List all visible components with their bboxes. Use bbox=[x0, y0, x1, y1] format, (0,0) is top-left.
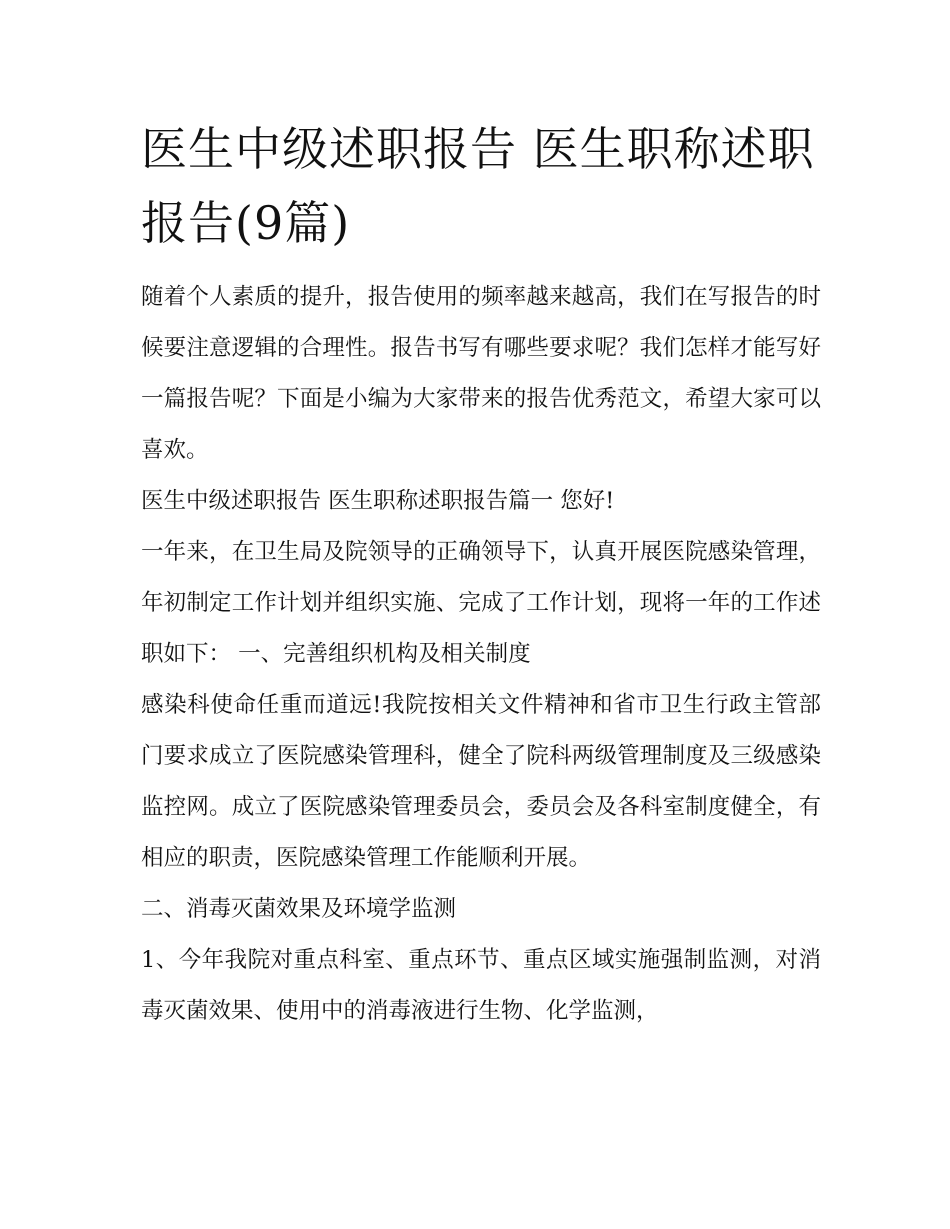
document-title: 医生中级述职报告 医生职称述职报告(9篇) bbox=[141, 122, 815, 250]
paragraph-intro: 随着个人素质的提升，报告使用的频率越来越高，我们在写报告的时候要注意逻辑的合理性。报告书写有哪些要求呢？我们怎样才能写好一篇报告呢？下面是小编为大家带来的报告优秀范文，希望大家可以喜欢。 bbox=[141, 284, 821, 463]
document-page bbox=[141, 112, 821, 1037]
paragraph-organization: 感染科使命任重而道远!我院按相关文件精神和省市卫生行政主管部门要求成立了医院感染管理科，健全了院科两级管理制度及三级感染监控网。成立了医院感染管理委员会，委员会及各科室制度健全，有相应的职责，医院感染管理工作能顺利开展。 bbox=[141, 692, 821, 871]
paragraph-monitoring: 1、今年我院对重点科室、重点环节、重点区域实施强制监测，对消毒灭菌效果、使用中的消毒液进行生物、化学监测， bbox=[141, 947, 821, 1024]
paragraph-summary: 一年来，在卫生局及院领导的正确领导下，认真开展医院感染管理，年初制定工作计划并组织实施、完成了工作计划，现将一年的工作述职如下： 一、完善组织机构及相关制度 bbox=[141, 539, 821, 667]
paragraph-section-heading-1: 医生中级述职报告 医生职称述职报告篇一 您好! bbox=[141, 488, 615, 514]
paragraph-section-heading-2: 二、消毒灭菌效果及环境学监测 bbox=[141, 896, 457, 922]
